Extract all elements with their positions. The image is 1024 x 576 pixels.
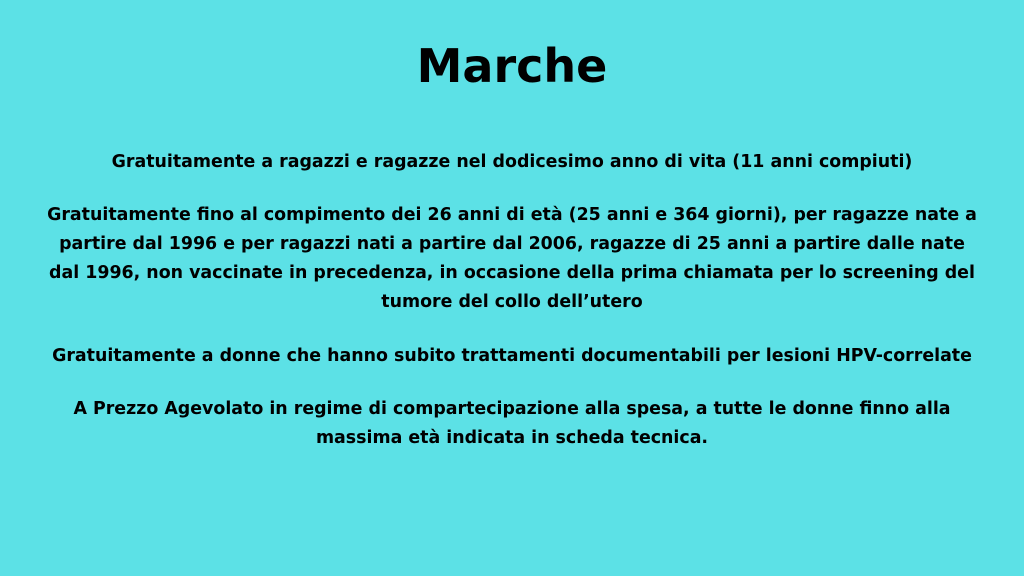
paragraph-reduced-price (0, 395, 1024, 453)
text-line: dal 1996, non vaccinate in precedenza, in occasione della prima chiamata per lo screening del (49, 263, 975, 283)
text-line: partire dal 1996 e per ragazzi nati a partire dal 2006, ragazze di 25 anni a partire dalle nate (59, 234, 965, 254)
slide-title: Marche (416, 39, 608, 93)
text-line: massima età indicata in scheda tecnica. (315, 428, 709, 448)
paragraph-free-12-year-olds (0, 148, 1024, 177)
paragraph-free-until-26 (0, 201, 1024, 317)
text-line: Gratuitamente a ragazzi e ragazze nel dodicesimo anno di vita (11 anni compiuti) (111, 152, 913, 172)
text-line: Gratuitamente fino al compimento dei 26 anni di età (25 anni e 364 giorni), per ragazze nate a (47, 205, 977, 225)
paragraph-free-hpv-lesions (0, 342, 1024, 371)
text-line: A Prezzo Agevolato in regime di compartecipazione alla spesa, a tutte le donne finno alla (73, 399, 951, 419)
slide-body (0, 148, 1024, 477)
text-line: tumore del collo dell’utero (381, 292, 643, 312)
text-line: Gratuitamente a donne che hanno subito trattamenti documentabili per lesioni HPV-correlate (52, 346, 972, 366)
